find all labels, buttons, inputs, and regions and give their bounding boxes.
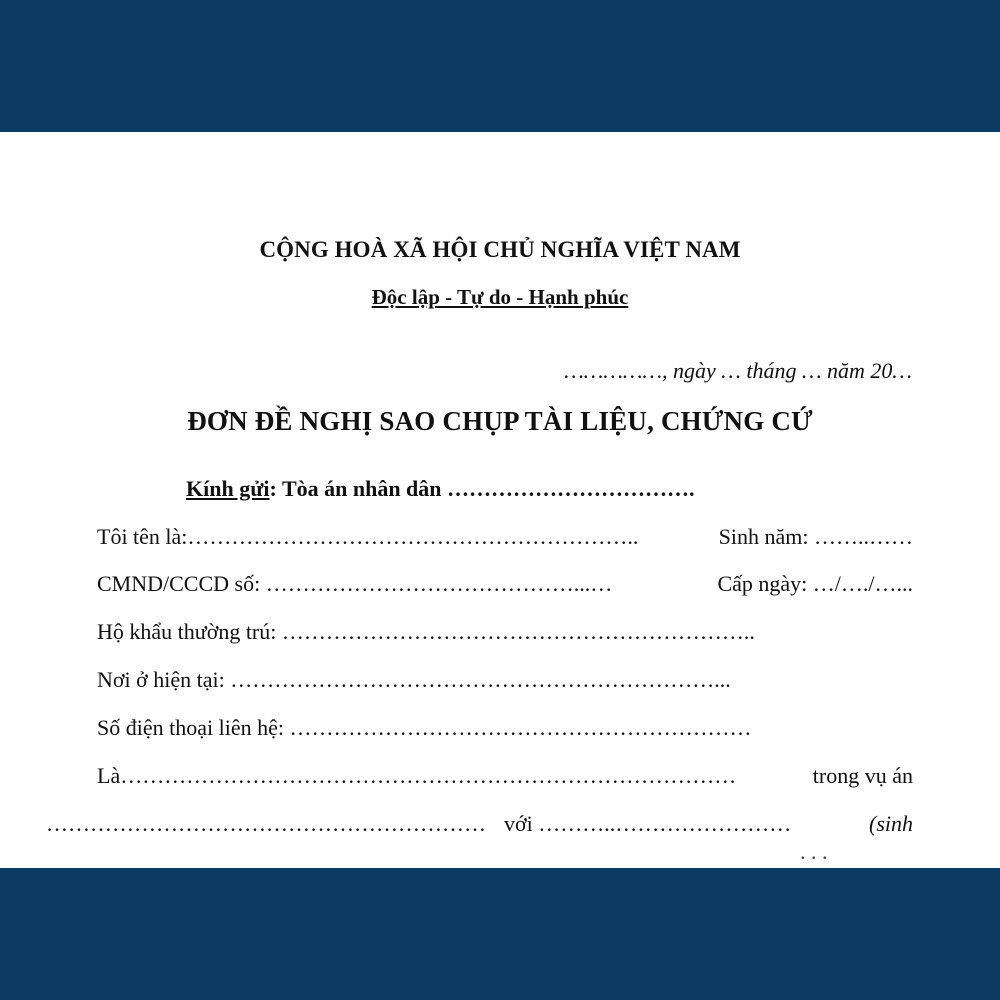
field-case-left: …………………………………………………… (46, 811, 486, 836)
recipient-label: Kính gửi (186, 476, 270, 501)
field-issue-date: Cấp ngày: …/…./…... (717, 571, 913, 596)
field-current-address-label: Nơi ở hiện tại: …………………………………………………………... (97, 667, 731, 692)
field-residence-label: Hộ khẩu thường trú: ……………………………………………………….. (97, 619, 755, 644)
field-phone (97, 717, 913, 739)
top-banner (0, 0, 1000, 132)
date-line: ……………, ngày … tháng … năm 20… (564, 358, 912, 383)
field-current-address (97, 669, 913, 691)
field-role-suffix: trong vụ án (812, 763, 913, 788)
field-case-mid: với ………..…………………… (504, 811, 792, 836)
bottom-banner (0, 868, 1000, 1000)
national-motto: Độc lập - Tự do - Hạnh phúc (371, 285, 629, 309)
field-case (46, 813, 913, 835)
national-title: CỘNG HOÀ XÃ HỘI CHỦ NGHĨA VIỆT NAM (259, 237, 741, 262)
field-birth-year: Sinh năm: ……..…… (718, 524, 913, 549)
cut-off-text: . . . (800, 839, 828, 864)
recipient-line (186, 478, 695, 500)
document-page (0, 132, 1000, 868)
field-name (97, 526, 913, 548)
field-role-label: Là………………………………………………………………………… (97, 763, 737, 788)
field-id (97, 573, 913, 595)
field-residence (97, 621, 913, 643)
field-role (97, 765, 913, 787)
recipient-value: : Tòa án nhân dân ……………………………. (269, 476, 695, 501)
field-case-right: (sinh (869, 811, 913, 836)
document-title: ĐƠN ĐỀ NGHỊ SAO CHỤP TÀI LIỆU, CHỨNG CỨ (187, 406, 813, 436)
field-phone-label: Số điện thoại liên hệ: ……………………………………………………… (97, 715, 752, 740)
field-id-label: CMND/CCCD số: ……………………………………...… (97, 571, 613, 596)
field-name-label: Tôi tên là:…………………………………………………….. (97, 524, 639, 549)
